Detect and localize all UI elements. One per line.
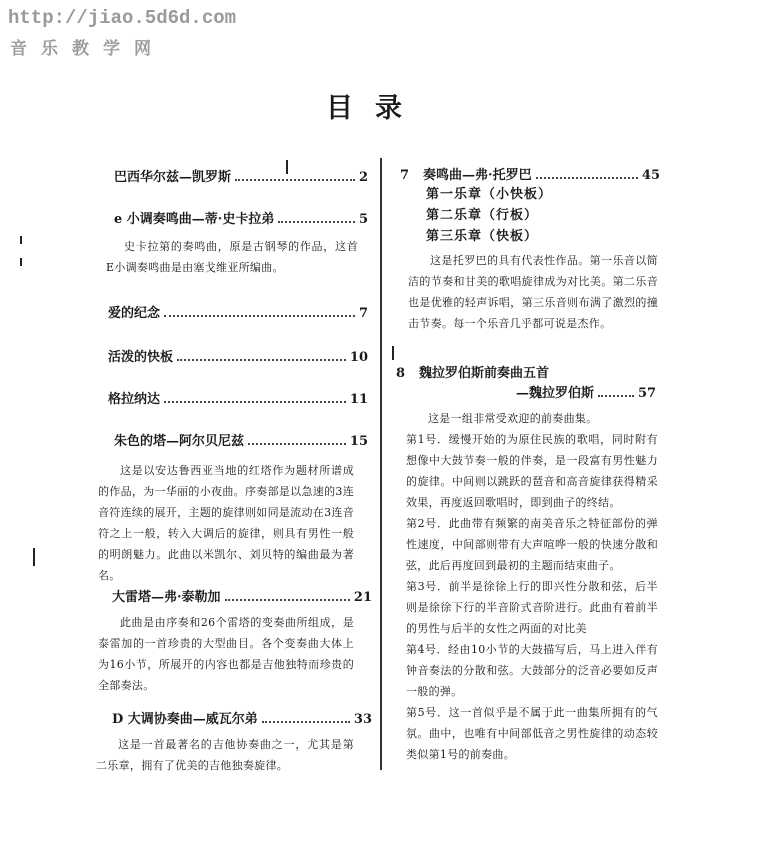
entry-page: 10 bbox=[349, 350, 368, 365]
toc-entry[interactable] bbox=[400, 164, 660, 183]
entry-page: 15 bbox=[349, 434, 368, 449]
leader-dots bbox=[177, 359, 346, 361]
entry-title: 爱的纪念 bbox=[108, 306, 161, 321]
entry-page: 2 bbox=[358, 170, 368, 185]
entry-description: 这是一首最著名的吉他协奏曲之一，尤其是第二乐章，拥有了优美的吉他独奏旋律。 bbox=[96, 738, 354, 772]
scan-mark bbox=[33, 548, 35, 566]
prelude-paragraph: 第3号．前半是徐徐上行的即兴性分散和弦，后半则是徐徐下行的半音阶式音阶进行。此曲有着前半的男性与后半的女性之两面的对比美 bbox=[406, 580, 658, 635]
entry-title: e 小调奏鸣曲—蒂·史卡拉弟 bbox=[114, 212, 275, 227]
toc-entry[interactable] bbox=[108, 388, 368, 407]
prelude-paragraph: 第1号．缓慢开始的为原住民族的歌唱，同时附有想像中大鼓节奏一般的伴奏，是一段富有男性魅力的旋律。中间则以跳跃的琶音和高音旋律获得精采效果，再度返回歌唱时，即到曲子的终结。 bbox=[406, 433, 658, 509]
leader-dots bbox=[225, 599, 350, 601]
toc-entry[interactable] bbox=[114, 166, 368, 185]
watermark-url: http://jiao.5d6d.com bbox=[8, 7, 237, 29]
entry-title: D 大调协奏曲—威瓦尔弟 bbox=[112, 712, 258, 727]
movement-item: 第一乐章（小快板） bbox=[426, 187, 553, 202]
toc-entry[interactable] bbox=[112, 586, 372, 605]
entry-description: 此曲是由序奏和26个雷塔的变奏曲所组成，是泰雷加的一首珍贵的大型曲目。各个变奏曲大体上为16小节，所展开的内容也都是吉他独特而珍贵的全部奏法。 bbox=[98, 616, 354, 692]
entry-title: 魏拉罗伯斯前奏曲五首 bbox=[419, 366, 550, 381]
entry-description: 这是托罗巴的具有代表性作品。第一乐音以简洁的节奏和甘美的歌唱旋律成为对比美。第二乐音也是优雅的轻声诉唱，第三乐音则布满了激烈的撞击节奏。每一个乐音几乎都可说是杰作。 bbox=[408, 254, 658, 330]
entry-page: 11 bbox=[349, 392, 368, 407]
entry-page: 33 bbox=[353, 712, 372, 727]
entry-page: 21 bbox=[353, 590, 372, 605]
toc-entry[interactable] bbox=[108, 346, 368, 365]
composer-line bbox=[516, 382, 656, 401]
entry-title: 朱色的塔—阿尔贝尼兹 bbox=[114, 434, 245, 449]
entry-page: 7 bbox=[358, 306, 368, 321]
entry-number: 8 bbox=[396, 366, 406, 381]
entry-title: 奏鸣曲—弗·托罗巴 bbox=[423, 168, 532, 183]
movement-item: 第三乐章（快板） bbox=[426, 229, 539, 244]
leader-dots bbox=[164, 315, 355, 317]
entry-title: 大雷塔—弗·泰勒加 bbox=[112, 590, 221, 605]
entry-title: 格拉纳达 bbox=[108, 392, 161, 407]
entry-description bbox=[406, 408, 658, 765]
scan-mark bbox=[392, 346, 394, 360]
toc-entry[interactable] bbox=[114, 430, 368, 449]
leader-dots bbox=[598, 395, 634, 397]
leader-dots bbox=[248, 443, 346, 445]
composer-name: —魏拉罗伯斯 bbox=[516, 386, 595, 401]
leader-dots bbox=[262, 721, 350, 723]
entry-page: 45 bbox=[641, 168, 660, 183]
leader-dots bbox=[278, 221, 355, 223]
prelude-paragraph: 第2号．此曲带有频繁的南美音乐之特征部份的弹性速度，中间部则带有大声喧哗一般的快速分散和弦，此后再度回到最初的主题而结束曲子。 bbox=[406, 517, 658, 572]
toc-entry[interactable] bbox=[396, 362, 666, 381]
entry-title: 巴西华尔兹—凯罗斯 bbox=[114, 170, 232, 185]
leader-dots bbox=[164, 401, 346, 403]
movement-list bbox=[426, 184, 552, 247]
movement-item: 第二乐章（行板） bbox=[426, 208, 539, 223]
entry-number: 7 bbox=[400, 168, 410, 183]
intro-text: 这是一组非常受欢迎的前奏曲集。 bbox=[428, 412, 598, 425]
prelude-paragraph: 第4号．经由10小节的大鼓描写后，马上进入伴有钟音奏法的分散和弦。大鼓部分的泛音必要如反声一般的弹。 bbox=[406, 643, 658, 698]
entry-title: 活泼的快板 bbox=[108, 350, 174, 365]
scan-mark bbox=[20, 258, 22, 266]
toc-entry[interactable] bbox=[114, 208, 368, 227]
leader-dots bbox=[536, 177, 638, 179]
page-title: 目录 bbox=[326, 93, 424, 124]
scan-mark bbox=[20, 236, 22, 244]
toc-entry[interactable] bbox=[108, 302, 368, 321]
column-divider bbox=[380, 158, 382, 770]
entry-description: 这是以安达鲁西亚当地的红塔作为题材所谱成的作品，为一华丽的小夜曲。序奏部是以急速的3连音符连续的展开，主题的旋律则如同是流动在3连音符之上一般，转入大调后的旋律，则具有男性一般的明朗魅力。此曲以米凯尔、刘贝特的编曲最为著名。 bbox=[98, 464, 354, 582]
entry-description: 史卡拉第的奏鸣曲，原是古钢琴的作品，这首E小调奏鸣曲是由塞戈维亚所编曲。 bbox=[106, 240, 358, 274]
leader-dots bbox=[235, 179, 355, 181]
entry-page: 57 bbox=[638, 386, 657, 401]
toc-entry[interactable] bbox=[112, 708, 372, 727]
entry-page: 5 bbox=[358, 212, 368, 227]
watermark-site-name: 音乐教学网 bbox=[10, 39, 165, 59]
prelude-paragraph: 第5号．这一首似乎是不属于此一曲集所拥有的气氛。曲中，也唯有中间部低音之男性旋律的动态较类似第1号的前奏曲。 bbox=[406, 706, 658, 761]
